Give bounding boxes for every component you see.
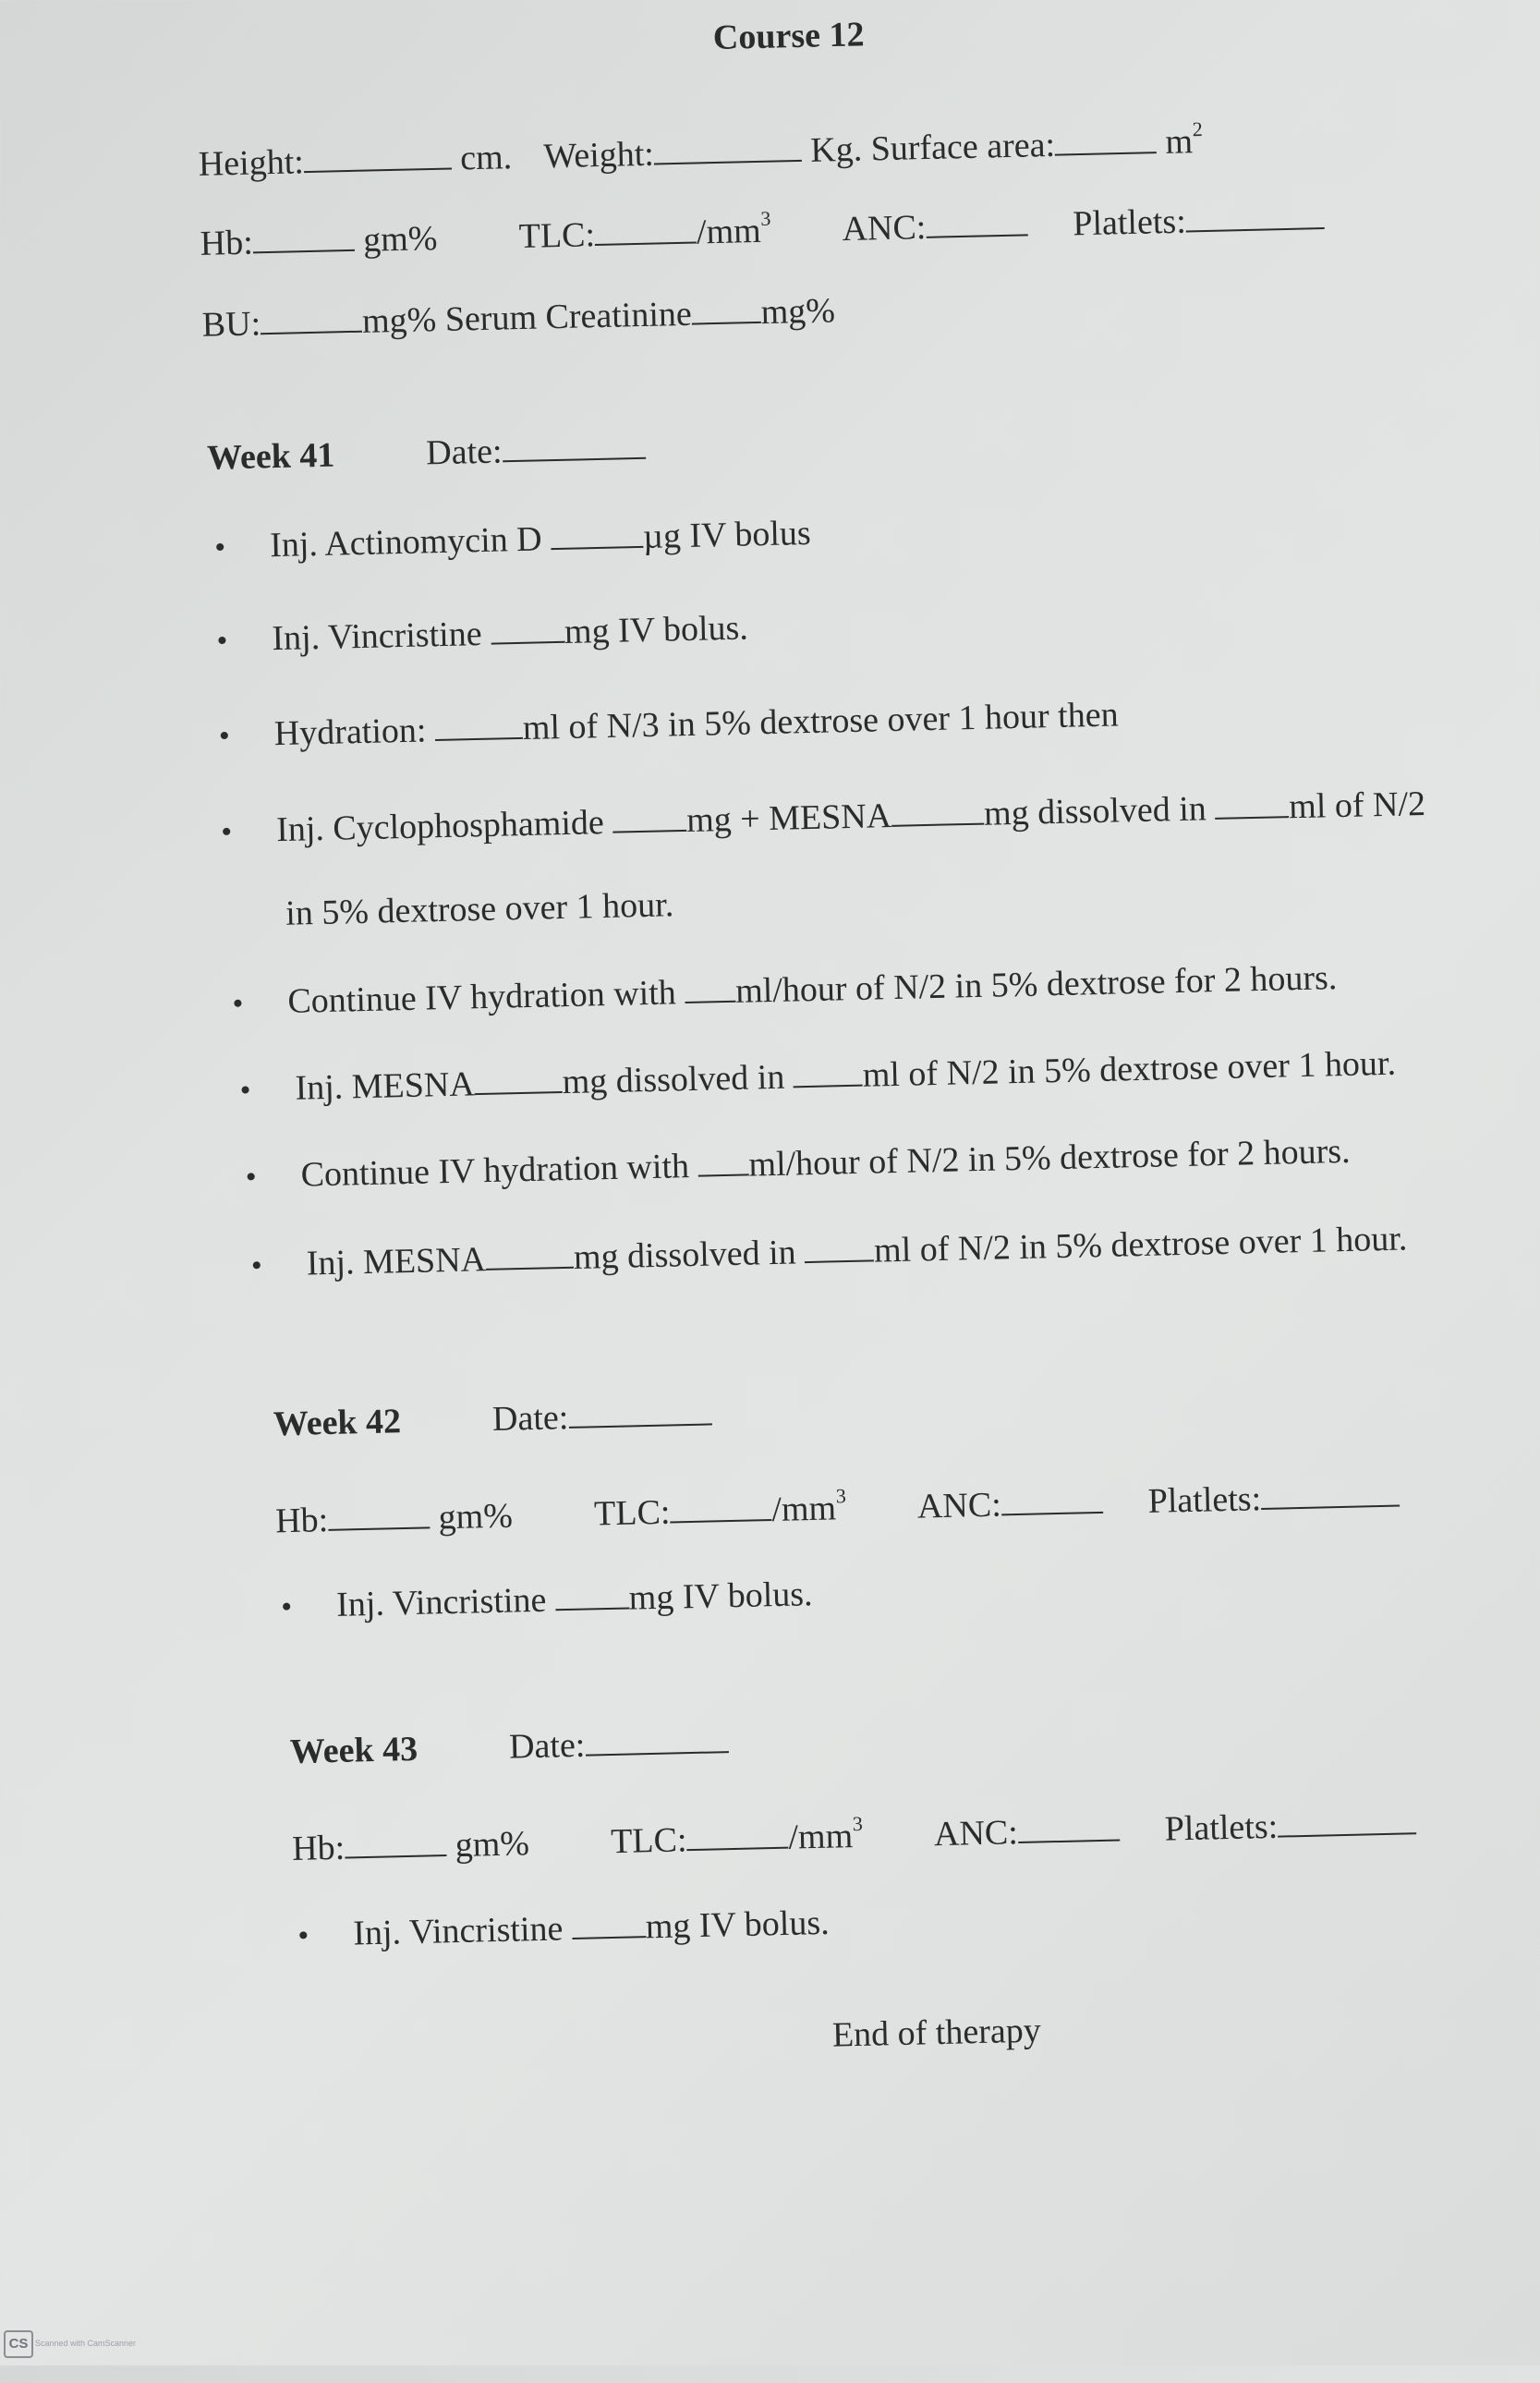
height-label: Height: — [198, 142, 305, 184]
week43-vincristine-dose-blank[interactable] — [571, 1904, 646, 1939]
blood-count-row — [200, 196, 1325, 264]
week43-item-vincristine: • Inj. Vincristine mg IV bolus. — [297, 1903, 831, 1953]
hb-blank[interactable] — [252, 218, 355, 254]
week42-item-vincristine: • Inj. Vincristine mg IV bolus. — [280, 1574, 814, 1625]
height-blank[interactable] — [303, 136, 452, 173]
week42-tlc-unit: $/mm^3$ — [770, 1484, 847, 1530]
week43-tlc-label: TLC: — [610, 1820, 687, 1862]
tlc-label: TLC: — [518, 215, 596, 257]
week43-hb-label: Hb: — [291, 1828, 346, 1869]
anc-label: ANC: — [842, 208, 927, 249]
hb-unit: gm% — [362, 219, 438, 260]
week42-hb-unit: gm% — [438, 1496, 514, 1538]
week43-anc-blank[interactable] — [1017, 1808, 1120, 1844]
page-title: Course 12 — [712, 15, 865, 57]
creatinine-label: Serum Creatinine — [444, 294, 693, 339]
weight-label: Weight: — [543, 134, 655, 176]
week41-item-continue-hydration-1: • Continue IV hydration with ml/hour of N/2 in 5% dextrose for 2 hours. — [232, 958, 1338, 1022]
week42-date-blank[interactable] — [568, 1392, 712, 1429]
week41-item-actinomycin: • Inj. Actinomycin D µg IV bolus — [213, 513, 812, 565]
height-unit: cm. — [459, 138, 513, 178]
creatinine-blank[interactable] — [691, 290, 761, 325]
bu-label: BU: — [201, 304, 261, 345]
week42-hb-blank[interactable] — [328, 1495, 430, 1531]
mesna-volume-blank-2[interactable] — [805, 1228, 875, 1263]
mesna-dose-blank-3[interactable] — [485, 1235, 574, 1271]
tlc-unit: $/mm^3$ — [696, 206, 771, 252]
hb-label: Hb: — [200, 223, 254, 263]
hydration-rate-blank-1[interactable] — [685, 969, 736, 1003]
week43-hb-blank[interactable] — [345, 1823, 447, 1859]
week41-header — [207, 426, 647, 479]
week41-item-vincristine: • Inj. Vincristine mg IV bolus. — [216, 608, 749, 659]
platelets-blank[interactable] — [1185, 196, 1325, 233]
mesna-dose-blank-1[interactable] — [891, 792, 985, 827]
week42-hb-label: Hb: — [274, 1501, 329, 1541]
week42-platelets-label: Platlets: — [1147, 1479, 1262, 1521]
week41-date-blank[interactable] — [502, 426, 646, 463]
week41-item-cyclophosphamide-cont: in 5% dextrose over 1 hour. — [285, 885, 674, 933]
week43-title: Week 43 — [289, 1729, 418, 1772]
week43-blood-count-row — [292, 1801, 1417, 1869]
anc-blank[interactable] — [926, 202, 1028, 238]
week41-item-cyclophosphamide: • Inj. Cyclophosphamide mg + MESNA mg dissolved in ml of N/2 — [220, 784, 1426, 850]
week42-platelets-blank[interactable] — [1261, 1474, 1401, 1511]
surface-area-unit: $m^2$ — [1165, 117, 1204, 163]
camscanner-logo-icon: CS — [4, 2330, 33, 2358]
week41-item-mesna-1: • Inj. MESNA mg dissolved in ml of N/2 in 5% dextrose over 1 hour. — [239, 1043, 1397, 1109]
week42-anc-label: ANC: — [916, 1485, 1002, 1526]
week43-anc-label: ANC: — [933, 1813, 1019, 1854]
vincristine-dose-blank[interactable] — [490, 610, 564, 645]
week42-date-label: Date: — [491, 1398, 569, 1439]
hydration-volume-blank[interactable] — [434, 706, 523, 741]
week43-hb-unit: gm% — [455, 1824, 530, 1866]
week41-item-continue-hydration-2: • Continue IV hydration with ml/hour of N/2 in 5% dextrose for 2 hours. — [245, 1131, 1351, 1195]
creatinine-unit: mg% — [760, 291, 836, 333]
week42-header — [273, 1392, 712, 1444]
surface-area-blank[interactable] — [1054, 120, 1157, 156]
week43-date-blank[interactable] — [585, 1720, 729, 1757]
cyclophosphamide-volume-blank[interactable] — [1215, 784, 1290, 820]
hydration-rate-blank-2[interactable] — [697, 1142, 749, 1176]
week41-title: Week 41 — [206, 435, 335, 478]
week41-item-hydration: • Hydration: ml of N/3 in 5% dextrose over 1 hour then — [218, 695, 1120, 754]
mesna-volume-blank-1[interactable] — [793, 1053, 863, 1088]
camscanner-watermark: Scanned with CamScanner — [35, 2339, 137, 2348]
weight-blank[interactable] — [653, 128, 802, 165]
week42-title: Week 42 — [273, 1402, 402, 1444]
week43-header — [289, 1720, 729, 1772]
mesna-dose-blank-2[interactable] — [474, 1060, 563, 1095]
bu-unit: mg% — [361, 300, 437, 341]
week42-tlc-blank[interactable] — [670, 1488, 772, 1524]
renal-row — [201, 288, 835, 346]
platelets-label: Platlets: — [1072, 201, 1187, 244]
week43-platelets-label: Platlets: — [1164, 1806, 1279, 1849]
end-of-therapy-text: End of therapy — [831, 2011, 1042, 2055]
actinomycin-dose-blank[interactable] — [551, 515, 644, 550]
week42-vincristine-dose-blank[interactable] — [554, 1576, 629, 1611]
height-weight-row — [198, 119, 1203, 185]
bu-blank[interactable] — [261, 299, 363, 335]
week43-platelets-blank[interactable] — [1278, 1801, 1417, 1838]
week43-tlc-blank[interactable] — [686, 1816, 789, 1852]
week42-anc-blank[interactable] — [1000, 1480, 1103, 1516]
tlc-blank[interactable] — [595, 210, 697, 246]
week42-blood-count-row — [275, 1474, 1401, 1542]
week41-date-label: Date: — [425, 432, 503, 473]
week43-tlc-unit: $/mm^3$ — [787, 1812, 864, 1857]
week41-item-mesna-2: • Inj. MESNA mg dissolved in ml of N/2 in 5% dextrose over 1 hour. — [250, 1219, 1408, 1283]
cyclophosphamide-dose-blank[interactable] — [612, 798, 687, 833]
week42-tlc-label: TLC: — [593, 1492, 671, 1534]
weight-unit: Kg. — [809, 129, 863, 170]
week43-date-label: Date: — [508, 1725, 586, 1767]
surface-area-label: Surface area: — [870, 125, 1056, 169]
